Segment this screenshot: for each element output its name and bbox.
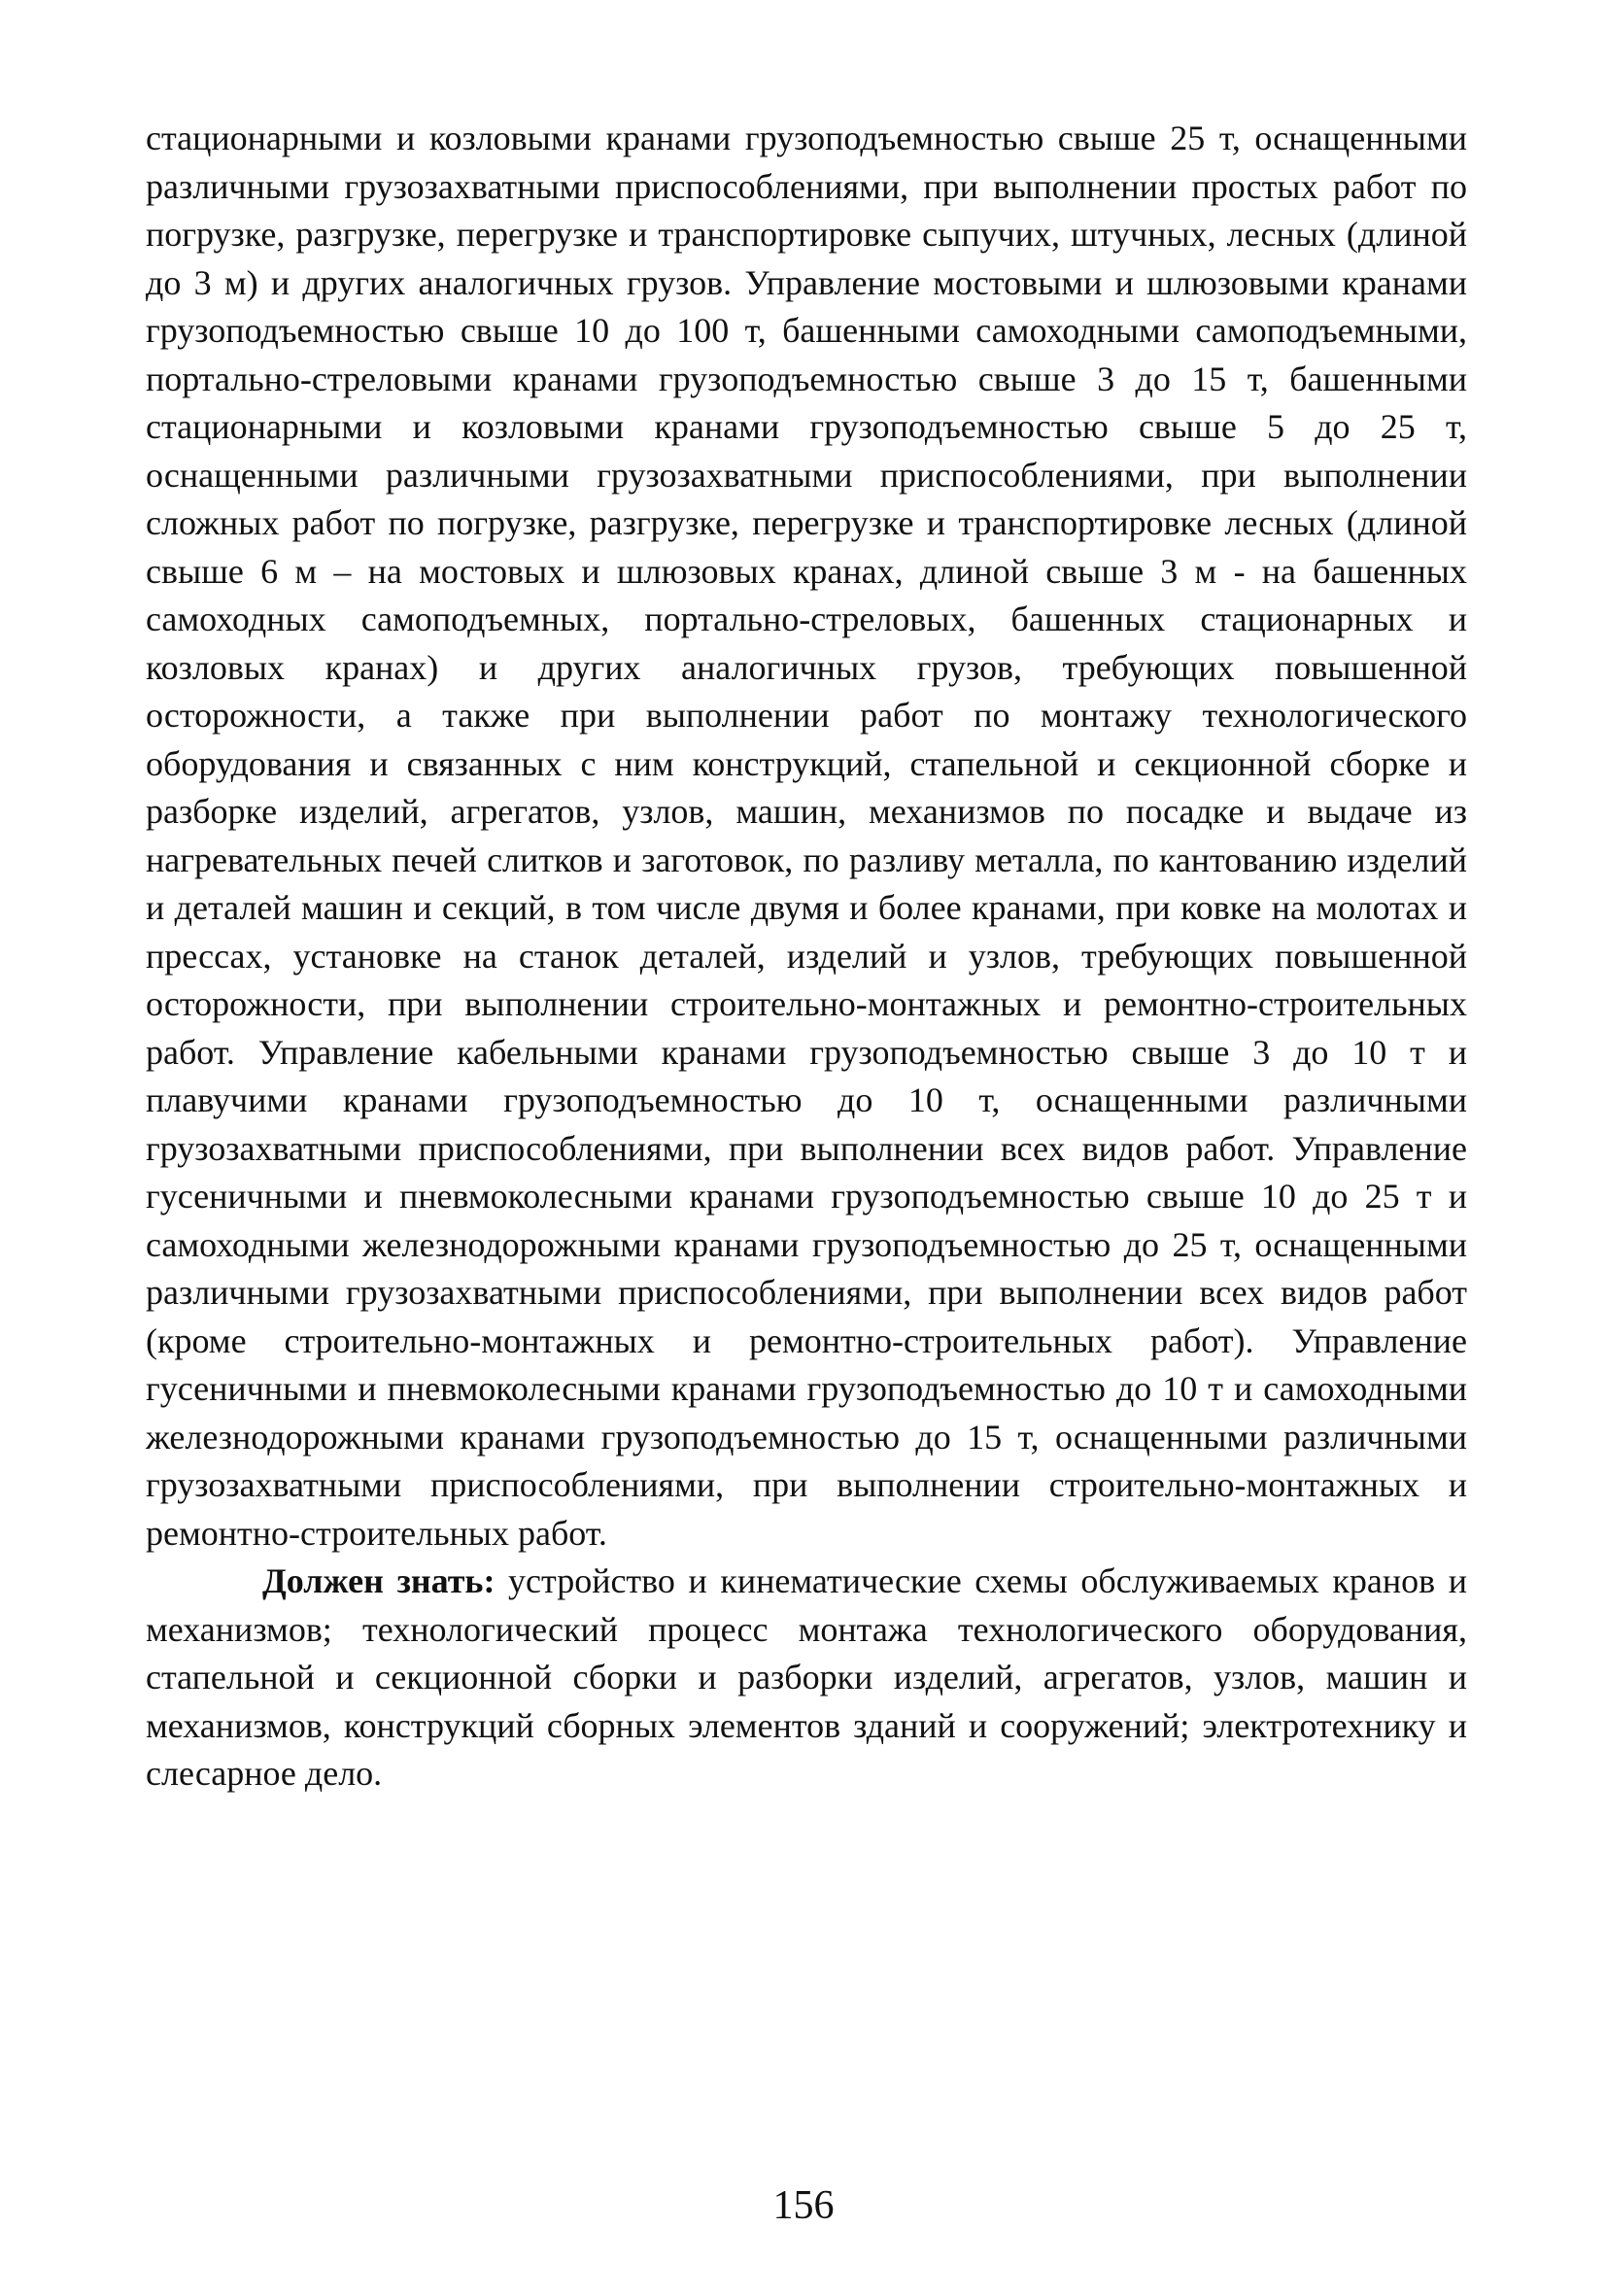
page-number: 156: [772, 2183, 835, 2228]
must-know-text: устройство и кинематические схемы обслуживаемых кранов и механизмов; технологический процесс монтажа технологического оборудования, стапельной и секционной сборки и разборки изделий, агрегатов, узлов, машин и механизмов, конструкций сборных элементов зданий и сооружений; электротехнику и слесарное дело.: [146, 1561, 1468, 1793]
paragraph-must-know: [146, 1558, 1467, 1799]
body-text: [146, 115, 1467, 1799]
paragraph-continued: стационарными и козловыми кранами грузоподъемностью свыше 25 т, оснащенными различными грузозахватными приспособлениями, при выполнении простых работ по погрузке, разгрузке, перегрузке и транспортировке сыпучих, штучных, лесных (длиной до 3 м) и других аналогичных грузов. Управление мостовыми и шлюзовыми кранами грузоподъемностью свыше 10 до 100 т, башенными самоходными самоподъемными, портально-стреловыми кранами грузоподъемностью свыше 3 до 15 т, башенными стационарными и козловыми кранами грузоподъемностью свыше 5 до 25 т, оснащенными различными грузозахватными приспособлениями, при выполнении сложных работ по погрузке, разгрузке, перегрузке и транспортировке лесных (длиной свыше 6 м – на мостовых и шлюзовых кранах, длиной свыше 3 м - на башенных самоходных самоподъемных, портально-стреловых, башенных стационарных и козловых кранах) и других аналогичных грузов, требующих повышенной осторожности, а также при выполнении работ по монтажу технологического оборудования и связанных с ним конструкций, стапельной и секционной сборке и разборке изделий, агрегатов, узлов, машин, механизмов по посадке и выдаче из нагревательных печей слитков и заготовок, по разливу металла, по кантованию изделий и деталей машин и секций, в том числе двумя и более кранами, при ковке на молотах и прессах, установке на станок деталей, изделий и узлов, требующих повышенной осторожности, при выполнении строительно-монтажных и ремонтно-строительных работ. Управление кабельными кранами грузоподъемностью свыше 3 до 10 т и плавучими кранами грузоподъемностью до 10 т, оснащенными различными грузозахватными приспособлениями, при выполнении всех видов работ. Управление гусеничными и пневмоколесными кранами грузоподъемностью свыше 10 до 25 т и самоходными железнодорожными кранами грузоподъемностью до 25 т, оснащенными различными грузозахватными приспособлениями, при выполнении всех видов работ (кроме строительно-монтажных и ремонтно-строительных работ). Управление гусеничными и пневмоколесными кранами грузоподъемностью до 10 т и самоходными железнодорожными кранами грузоподъемностью до 15 т, оснащенными различными грузозахватными приспособлениями, при выполнении строительно-монтажных и ремонтно-строительных работ.: [146, 119, 1467, 1553]
must-know-label: Должен знать:: [262, 1561, 496, 1600]
